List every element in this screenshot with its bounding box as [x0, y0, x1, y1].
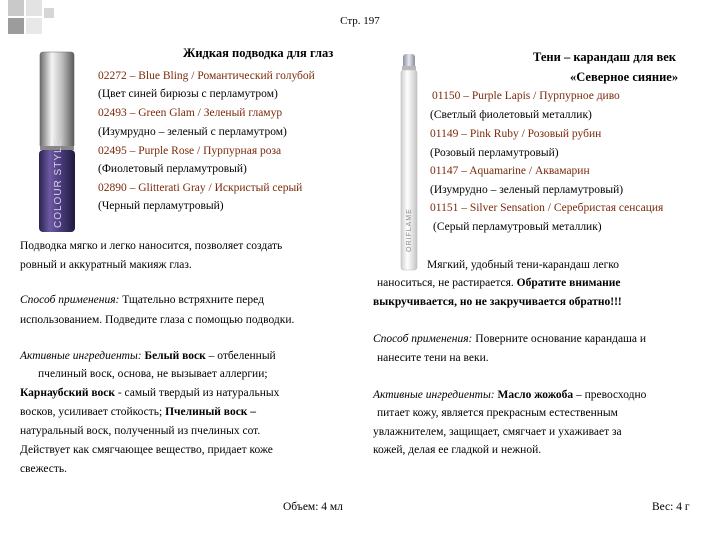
ingredient-name: Белый воск — [144, 350, 206, 362]
list-item: (Светлый фиолетовый металлик) — [430, 109, 592, 121]
bottle-label: COLOUR STYLE — [53, 138, 64, 228]
left-ingredients-6: Действует как смягчающее вещество, придает коже — [20, 444, 273, 456]
eyeliner-product-image — [28, 50, 88, 240]
left-description-1: Подводка мягко и легко наносится, позволяет создать — [20, 240, 283, 252]
list-item: (Черный перламутровый) — [98, 200, 224, 212]
list-item: 01150 – Purple Lapis / Пурпурное диво — [432, 90, 620, 102]
right-ingredients-3: увлажнителем, защищает, смягчает и ухаживает за — [373, 426, 622, 438]
ingredient-text: – превосходно — [573, 389, 647, 401]
ingredients-label: Активные ингредиенты: — [373, 389, 495, 401]
left-volume: Объем: 4 мл — [283, 501, 343, 513]
ingredient-text: – отбеленный — [205, 350, 276, 362]
right-usage-1 — [373, 332, 646, 346]
list-item: (Розовый перламутровый) — [430, 147, 559, 159]
right-description-3: выкручивается, но не закручивается обратно!!! — [373, 296, 622, 308]
right-description-1: Мягкий, удобный тени-карандаш легко — [427, 259, 620, 271]
left-ingredients-3 — [20, 386, 279, 400]
list-item: (Серый перламутровый металлик) — [433, 221, 602, 233]
ingredient-name: Карнаубский воск — [20, 387, 115, 399]
right-weight: Вес: 4 г — [652, 501, 690, 513]
left-description-2: ровный и аккуратный макияж глаз. — [20, 259, 192, 271]
left-ingredients-1 — [20, 349, 276, 363]
ingredient-text: - самый твердый из натуральных — [114, 387, 280, 399]
list-item: (Изумрудно – зеленый перламутровый) — [430, 184, 624, 196]
left-ingredients-7: свежесть. — [20, 463, 68, 475]
usage-text: Тщательно встряхните перед — [122, 294, 264, 306]
left-ingredients-2: пчелиный воск, основа, не вызывает аллергии; — [38, 368, 268, 380]
right-usage-2: нанесите тени на веки. — [377, 352, 489, 364]
description-emphasis: Обратите внимание — [516, 277, 621, 289]
right-ingredients-4: кожей, делая ее гладкой и нежной. — [373, 444, 542, 456]
list-item: 01147 – Aquamarine / Аквамарин — [430, 165, 590, 177]
usage-label: Способ применения: — [373, 333, 473, 345]
left-ingredients-4 — [20, 405, 256, 419]
right-description-2 — [377, 276, 620, 290]
ingredient-name: Масло жожоба — [494, 389, 574, 401]
ingredients-label: Активные ингредиенты: — [20, 350, 142, 362]
page-number: Стр. 197 — [340, 15, 380, 27]
list-item: 01151 – Silver Sensation / Серебристая сенсация — [430, 202, 664, 214]
usage-label: Способ применения: — [20, 294, 120, 306]
usage-text: Поверните основание карандаша и — [472, 333, 647, 345]
right-ingredients-2: питает кожу, является прекрасным естественным — [377, 407, 618, 419]
list-item: (Цвет синей бирюзы с перламутром) — [98, 88, 278, 100]
list-item: 02493 – Green Glam / Зеленый гламур — [98, 107, 283, 119]
left-ingredients-5: натуральный воск, полученный из пчелиных сот. — [20, 425, 261, 437]
list-item: 02890 – Glitterati Gray / Искристый серый — [98, 182, 303, 194]
eyeshadow-pencil-image — [396, 52, 424, 272]
list-item: 01149 – Pink Ruby / Розовый рубин — [430, 128, 602, 140]
description-text: наноситься, не растирается. — [377, 277, 517, 289]
list-item: 02495 – Purple Rose / Пурпурная роза — [98, 145, 282, 157]
left-usage-2: использованием. Подведите глаза с помощью подводки. — [20, 314, 295, 326]
list-item: (Фиолетовый перламутровый) — [98, 163, 247, 175]
ingredient-name: Пчелиный воск – — [165, 406, 257, 418]
left-usage-1 — [20, 293, 264, 307]
list-item: 02272 – Blue Bling / Романтический голубой — [98, 70, 315, 82]
right-title-1: Тени – карандаш для век — [533, 50, 676, 64]
list-item: (Изумрудно – зеленый с перламутром) — [98, 126, 287, 138]
left-title: Жидкая подводка для глаз — [183, 46, 334, 60]
ingredient-text: восков, усиливает стойкость; — [20, 406, 166, 418]
right-title-2: «Северное сияние» — [570, 70, 679, 84]
right-ingredients-1 — [373, 388, 646, 402]
pencil-label: ORIFLAME — [406, 208, 413, 252]
